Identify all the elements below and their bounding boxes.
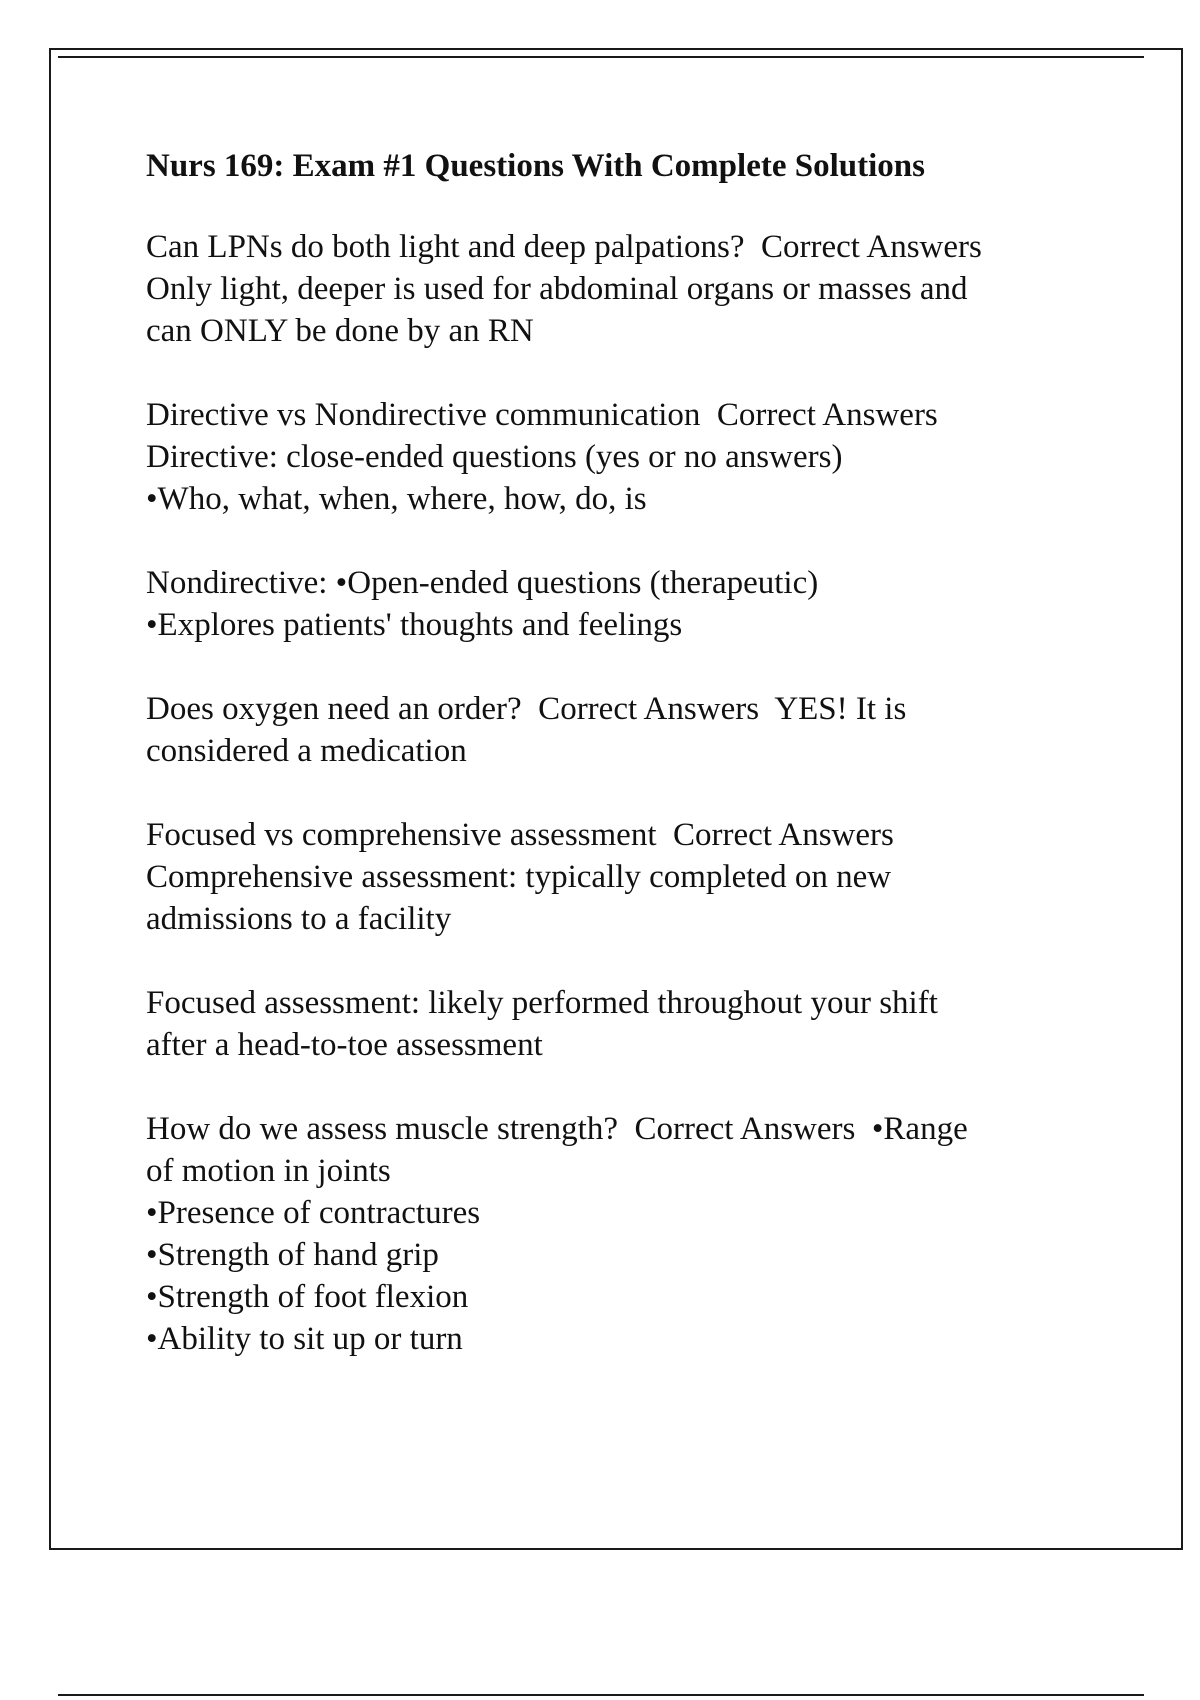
- qa-block-comprehensive-assessment: [146, 814, 1086, 940]
- text-line: after a head-to-toe assessment: [146, 1027, 543, 1063]
- text-line: •Ability to sit up or turn: [146, 1321, 463, 1357]
- document-title: Nurs 169: Exam #1 Questions With Complete Solutions: [146, 148, 925, 184]
- text-line: •Who, what, when, where, how, do, is: [146, 481, 647, 517]
- text-line: •Explores patients' thoughts and feelings: [146, 607, 683, 643]
- text-line: Only light, deeper is used for abdominal organs or masses and: [146, 271, 968, 307]
- text-line: •Strength of hand grip: [146, 1237, 439, 1273]
- qa-block-focused-assessment: [146, 982, 1086, 1066]
- qa-block-nondirective-communication: [146, 562, 1086, 646]
- text-line: •Presence of contractures: [146, 1195, 481, 1231]
- text-line: Directive: close-ended questions (yes or no answers): [146, 439, 843, 475]
- text-line: Directive vs Nondirective communication Correct Answers: [146, 397, 938, 433]
- text-line: Can LPNs do both light and deep palpations? Correct Answers: [146, 229, 982, 265]
- text-line: Focused assessment: likely performed throughout your shift: [146, 985, 938, 1021]
- qa-block-oxygen-order: [146, 688, 1086, 772]
- text-line: of motion in joints: [146, 1153, 391, 1189]
- text-line: Focused vs comprehensive assessment Correct Answers: [146, 817, 894, 853]
- qa-block-lpn-palpation: [146, 226, 1086, 352]
- text-line: Comprehensive assessment: typically completed on new: [146, 859, 892, 895]
- text-line: How do we assess muscle strength? Correct Answers •Range: [146, 1111, 968, 1147]
- text-line: can ONLY be done by an RN: [146, 313, 534, 349]
- text-line: considered a medication: [146, 733, 467, 769]
- text-line: Nondirective: •Open-ended questions (therapeutic): [146, 565, 819, 601]
- bottom-rule: [58, 1694, 1144, 1696]
- text-line: Does oxygen need an order? Correct Answers YES! It is: [146, 691, 907, 727]
- text-line: •Strength of foot flexion: [146, 1279, 469, 1315]
- text-line: admissions to a facility: [146, 901, 452, 937]
- qa-block-muscle-strength: [146, 1108, 1086, 1360]
- qa-block-directive-communication: [146, 394, 1086, 520]
- document-content: [146, 144, 1086, 1402]
